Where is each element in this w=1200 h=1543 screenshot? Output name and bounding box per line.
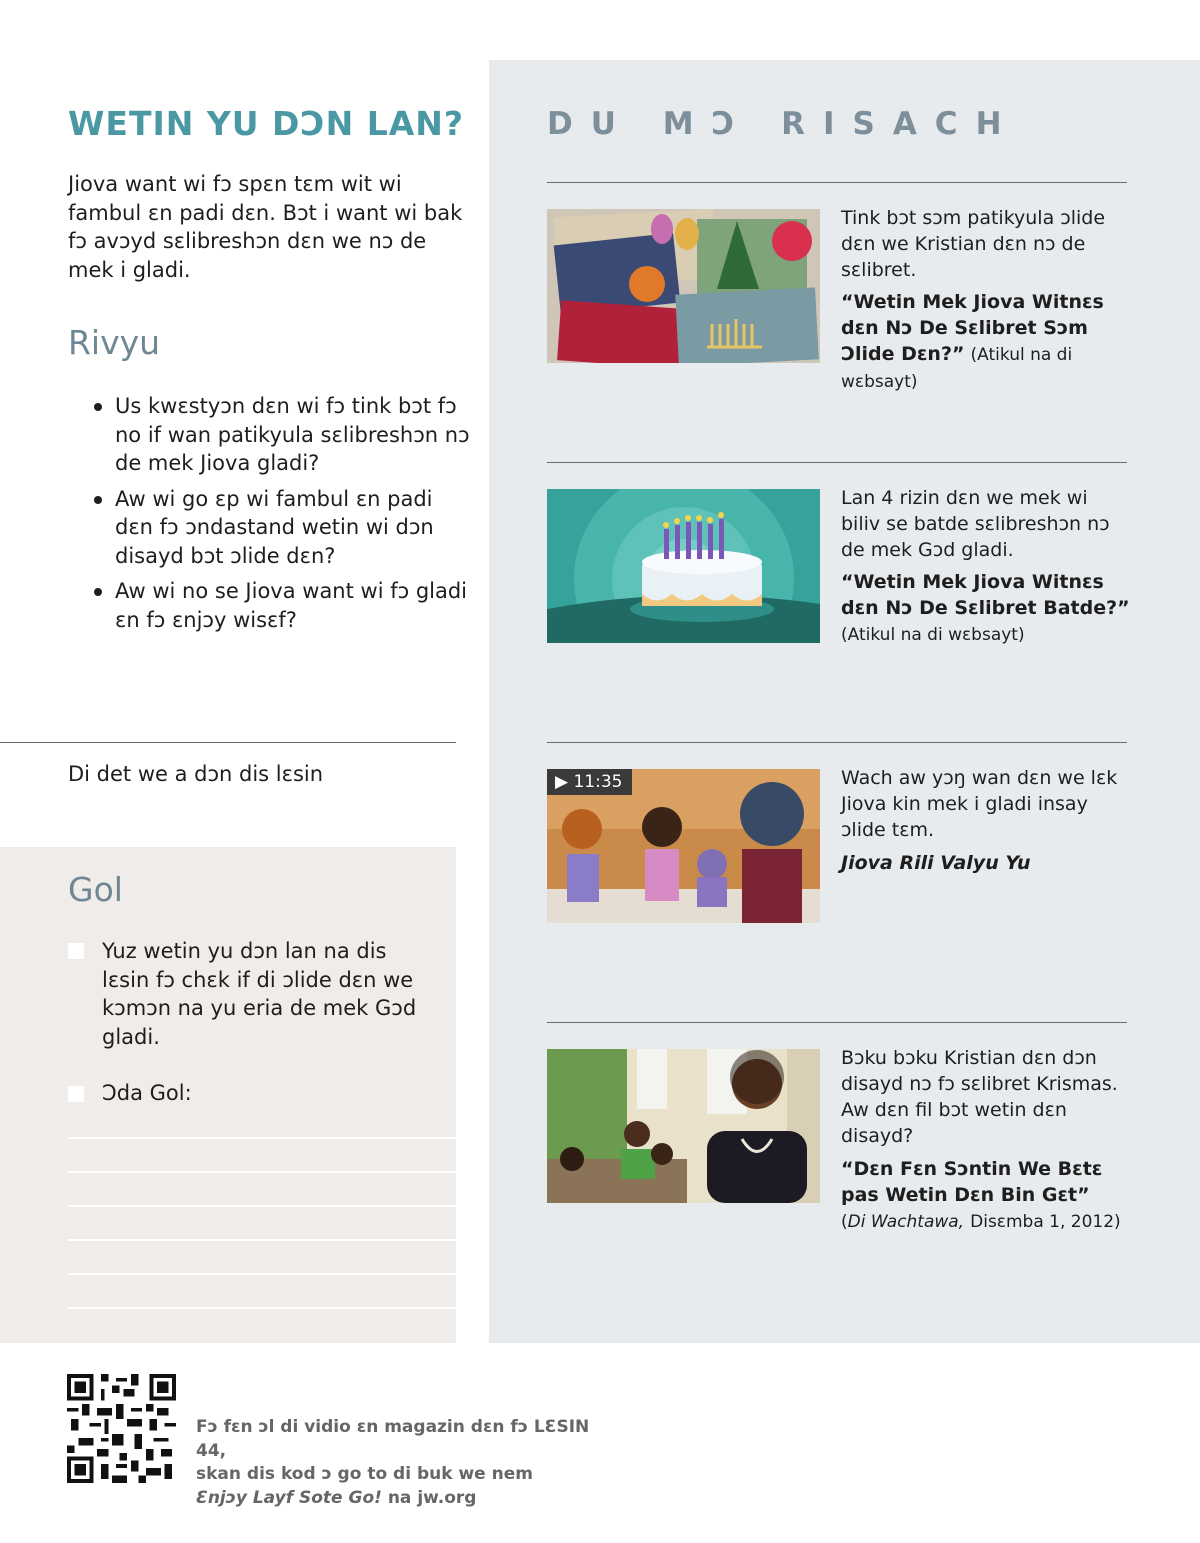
goal-write-line[interactable] <box>68 1273 456 1275</box>
research-divider <box>547 462 1127 463</box>
review-question: Aw wi no se Jiova want wi fɔ gladi ɛn fɔ ɛnjɔy wisɛf? <box>90 577 470 634</box>
footer-site[interactable]: na jw.org <box>381 1487 477 1508</box>
date-completed-label: Di det we a dɔn dis lɛsin <box>68 762 324 786</box>
footer-text <box>196 1416 616 1510</box>
qr-code[interactable] <box>67 1374 176 1483</box>
goal-write-line[interactable] <box>68 1137 456 1139</box>
research-description: Wach aw yɔŋ wan dɛn we lɛk Jiova kin mek i gladi insay ɔlide tɛm. <box>841 767 1118 841</box>
reference-note: (Atikul na di wɛbsayt) <box>841 625 1025 645</box>
reference-note: (Atikul na di wɛbsayt) <box>841 345 1073 392</box>
research-reference[interactable] <box>841 289 1131 395</box>
research-reference[interactable] <box>841 569 1131 648</box>
date-divider <box>0 742 456 743</box>
goal-write-line[interactable] <box>68 1239 456 1241</box>
footer-line-1: Fɔ fɛn ɔl di vidio ɛn magazin dɛn fɔ LƐSIN 44, <box>196 1417 590 1461</box>
research-divider <box>547 742 1127 743</box>
goal-item: Yuz wetin yu dɔn lan na dis lɛsin fɔ chɛk if di ɔlide dɛn we kɔmɔn na yu eria de mek Gɔd gladi. <box>102 939 417 1049</box>
reference-source: Di Wachtawa, <box>847 1212 965 1232</box>
other-goal-label: Ɔda Gol: <box>102 1081 192 1105</box>
summary-body: Jiova want wi fɔ spɛn tɛm wit wi fambul ɛn padi dɛn. Bɔt i want wi bak fɔ avɔyd sɛlibreshɔn dɛn we nɔ de mek i gladi. <box>68 172 463 282</box>
review-list <box>90 392 470 641</box>
other-goal-checkbox[interactable] <box>68 1086 84 1102</box>
goal-title: Gol <box>68 870 123 909</box>
goal-checkbox[interactable] <box>68 943 84 959</box>
research-reference[interactable] <box>841 850 1131 876</box>
reference-title[interactable]: “Wetin Mek Jiova Witnɛs dɛn Nɔ De Sɛlibret Sɔm Ɔlide Dɛn?” <box>841 291 1104 365</box>
holiday-collage-image[interactable] <box>547 209 820 363</box>
reference-title[interactable]: “Wetin Mek Jiova Witnɛs dɛn Nɔ De Sɛlibret Batde?” <box>841 571 1130 619</box>
woman-portrait-photo[interactable] <box>547 1049 820 1203</box>
research-reference[interactable] <box>841 1156 1131 1235</box>
footer-book-title: Ɛnjɔy Layf Sote Go! <box>196 1487 382 1508</box>
video-title[interactable]: Jiova Rili Valyu Yu <box>841 852 1031 874</box>
reference-date: Disɛmba 1, 2012) <box>970 1212 1121 1232</box>
reference-title[interactable]: “Dɛn Fɛn Sɔntin We Bɛtɛ pas Wetin Dɛn Bin Gɛt” <box>841 1158 1103 1206</box>
video-thumbnail-children[interactable] <box>547 769 820 923</box>
goal-write-line[interactable] <box>68 1205 456 1207</box>
video-duration: 11:35 <box>573 772 623 792</box>
footer-line-2: skan dis kod ɔ go to di buk we nem <box>196 1464 533 1484</box>
review-question: Us kwɛstyɔn dɛn wi fɔ tink bɔt fɔ no if wan patikyula sɛlibreshɔn nɔ de mek Jiova gladi? <box>90 392 470 478</box>
research-description: Tink bɔt sɔm patikyula ɔlide dɛn we Kristian dɛn nɔ de sɛlibret. <box>841 207 1106 281</box>
research-description: Bɔku bɔku Kristian dɛn dɔn disayd nɔ fɔ sɛlibret Krismas. Aw dɛn fil bɔt wetin dɛn disayd? <box>841 1047 1118 1147</box>
research-description: Lan 4 rizin dɛn we mek wi biliv se batde sɛlibreshɔn nɔ de mek Gɔd gladi. <box>841 487 1110 561</box>
review-title: Rivyu <box>68 323 161 362</box>
video-duration-badge <box>547 769 632 795</box>
summary-title: WETIN YU DƆN LAN? <box>68 104 465 143</box>
goal-write-line[interactable] <box>68 1171 456 1173</box>
research-divider <box>547 1022 1127 1023</box>
research-divider <box>547 182 1127 183</box>
play-icon: ▶ <box>555 772 569 792</box>
reference-source-open: ( <box>841 1212 848 1232</box>
research-title: DU MƆ RISACH <box>547 106 1020 142</box>
goal-write-line[interactable] <box>68 1307 456 1309</box>
review-question: Aw wi go ɛp wi fambul ɛn padi dɛn fɔ ɔndastand wetin wi dɔn disayd bɔt ɔlide dɛn? <box>90 485 470 571</box>
birthday-cake-image[interactable] <box>547 489 820 643</box>
